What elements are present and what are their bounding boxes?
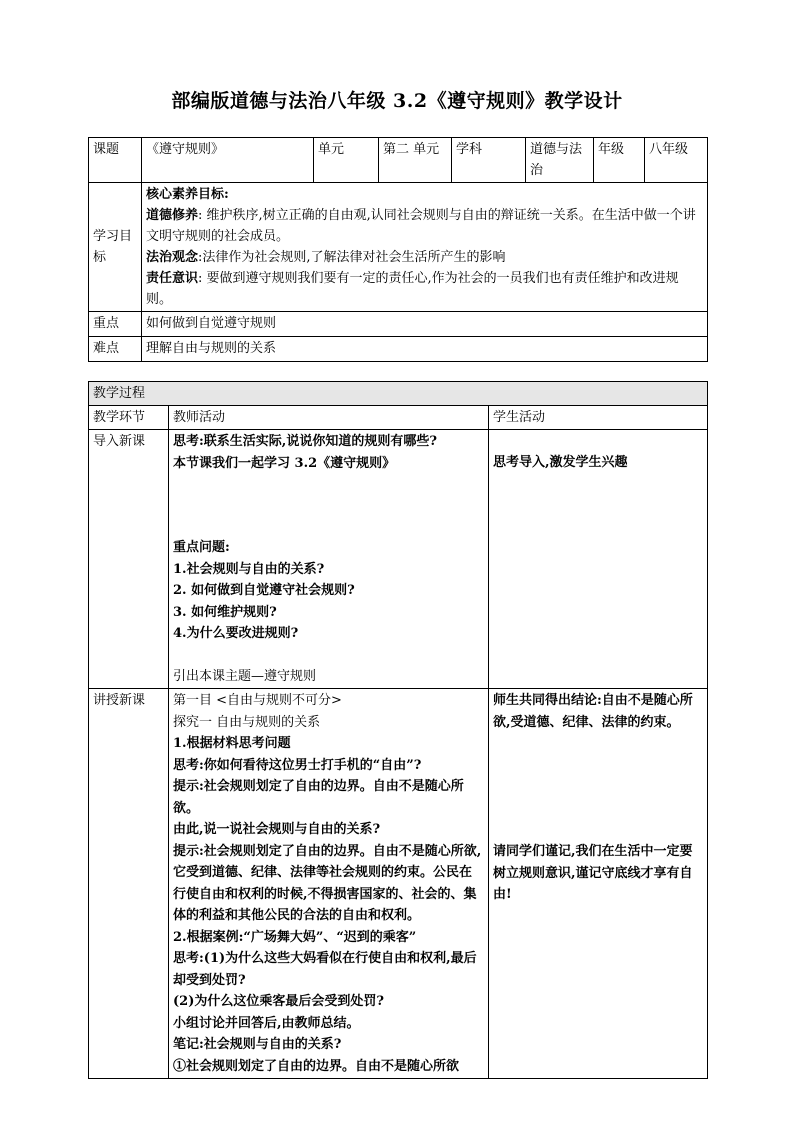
stage-intro: 导入新课 xyxy=(89,430,169,689)
lecture-line: 2.根据案例:“广场舞大妈”、“迟到的乘客” xyxy=(173,929,417,945)
lecture-line: 第一目 <自由与规则不可分> xyxy=(173,693,342,708)
lecture-line: 提示:社会规则划定了自由的边界。自由不是随心所欲,它受到道德、纪律、法律等社会规则的约束。公民在行使自由和权利的时候,不得损害国家的、社会的、集体的利益和其他公民的合法的自由和权利。 xyxy=(173,843,482,923)
lecture-line: 探究一 自由与规则的关系 xyxy=(173,714,321,730)
process-header: 教学过程 xyxy=(89,382,708,406)
hard-label: 难点 xyxy=(89,337,142,362)
intro-line: 引出本课主题—遵守规则 xyxy=(173,668,317,684)
col-student-header: 学生活动 xyxy=(489,406,708,430)
goal-law: 法治观念:法律作为社会规则,了解法律对社会生活所产生的影响 xyxy=(146,250,506,265)
lecture-student-text-1: 师生共同得出结论:自由不是随心所欲,受道德、纪律、法律的约束。 xyxy=(493,693,693,730)
key-value: 如何做到自觉遵守规则 xyxy=(142,312,708,337)
intro-line xyxy=(173,645,484,666)
key-label: 重点 xyxy=(89,312,142,337)
goals-heading: 核心素养目标: xyxy=(146,187,229,202)
lesson-info-table xyxy=(88,137,708,362)
lecture-line: 由此,说一说社会规则与自由的关系? xyxy=(173,822,381,837)
lecture-student-activity xyxy=(489,689,708,1079)
lecture-line: (2)为什么这位乘客最后会受到处罚? xyxy=(173,994,384,1009)
intro-student-text: 思考导入,激发学生兴趣 xyxy=(493,455,628,470)
col-teacher-header: 教师活动 xyxy=(169,406,489,430)
goals-cell xyxy=(142,183,708,312)
lecture-student-text-2: 请同学们谨记,我们在生活中一定要树立规则意识,谨记守底线才享有自由! xyxy=(493,844,693,902)
goal-responsibility: 责任意识: 要做到遵守规则我们要有一定的责任心,作为社会的一员我们也有责任维护和改进规则。 xyxy=(146,271,679,307)
goals-label: 学习目标 xyxy=(89,183,142,312)
intro-student-activity xyxy=(489,430,708,689)
lecture-line: 思考:(1)为什么这些大妈看似在行使自由和权利,最后却受到处罚? xyxy=(173,951,477,988)
intro-line: 4.为什么要改进规则? xyxy=(173,626,299,641)
grade-value: 八年级 xyxy=(645,138,708,183)
subject-label: 学科 xyxy=(452,138,526,183)
intro-line xyxy=(173,474,484,495)
intro-line xyxy=(173,516,484,537)
unit-value: 第二 单元 xyxy=(379,138,452,183)
intro-teacher-activity xyxy=(169,430,489,689)
grade-label: 年级 xyxy=(594,138,645,183)
lecture-line: 1.根据材料思考问题 xyxy=(173,736,291,751)
intro-line xyxy=(173,495,484,516)
intro-line: 本节课我们一起学习 3.2《遵守规则》 xyxy=(173,455,396,471)
intro-line: 2. 如何做到自觉遵守社会规则? xyxy=(173,583,355,598)
lecture-line: 小组讨论并回答后,由教师总结。 xyxy=(173,1015,360,1031)
hard-value: 理解自由与规则的关系 xyxy=(142,337,708,362)
intro-line: 思考:联系生活实际,说说你知道的规则有哪些? xyxy=(173,434,437,449)
document-title: 部编版道德与法治八年级 3.2《遵守规则》教学设计 xyxy=(171,90,623,112)
intro-line: 1.社会规则与自由的关系? xyxy=(173,561,325,577)
lecture-line: 思考:你如何看待这位男士打手机的“自由”? xyxy=(173,757,422,773)
intro-line: 重点问题: xyxy=(173,540,230,555)
goal-moral: 道德修养: 维护秩序,树立正确的自由观,认同社会规则与自由的辩证统一关系。在生活中做一个讲文明守规则的社会成员。 xyxy=(146,208,696,244)
stage-lecture: 讲授新课 xyxy=(89,689,169,1079)
subject-value: 道德与法治 xyxy=(526,138,594,183)
col-stage-header: 教学环节 xyxy=(89,406,169,430)
lecture-line: ①社会规则划定了自由的边界。自由不是随心所欲 xyxy=(173,1058,460,1074)
lecture-line: 提示:社会规则划定了自由的边界。自由不是随心所欲。 xyxy=(173,779,464,816)
topic-label: 课题 xyxy=(89,138,142,183)
teaching-process-table xyxy=(88,381,708,1079)
topic-value: 《遵守规则》 xyxy=(142,138,314,183)
unit-label: 单元 xyxy=(314,138,379,183)
lecture-teacher-activity xyxy=(169,689,489,1079)
intro-line: 3. 如何维护规则? xyxy=(173,604,277,620)
lecture-line: 笔记:社会规则与自由的关系? xyxy=(173,1037,342,1052)
